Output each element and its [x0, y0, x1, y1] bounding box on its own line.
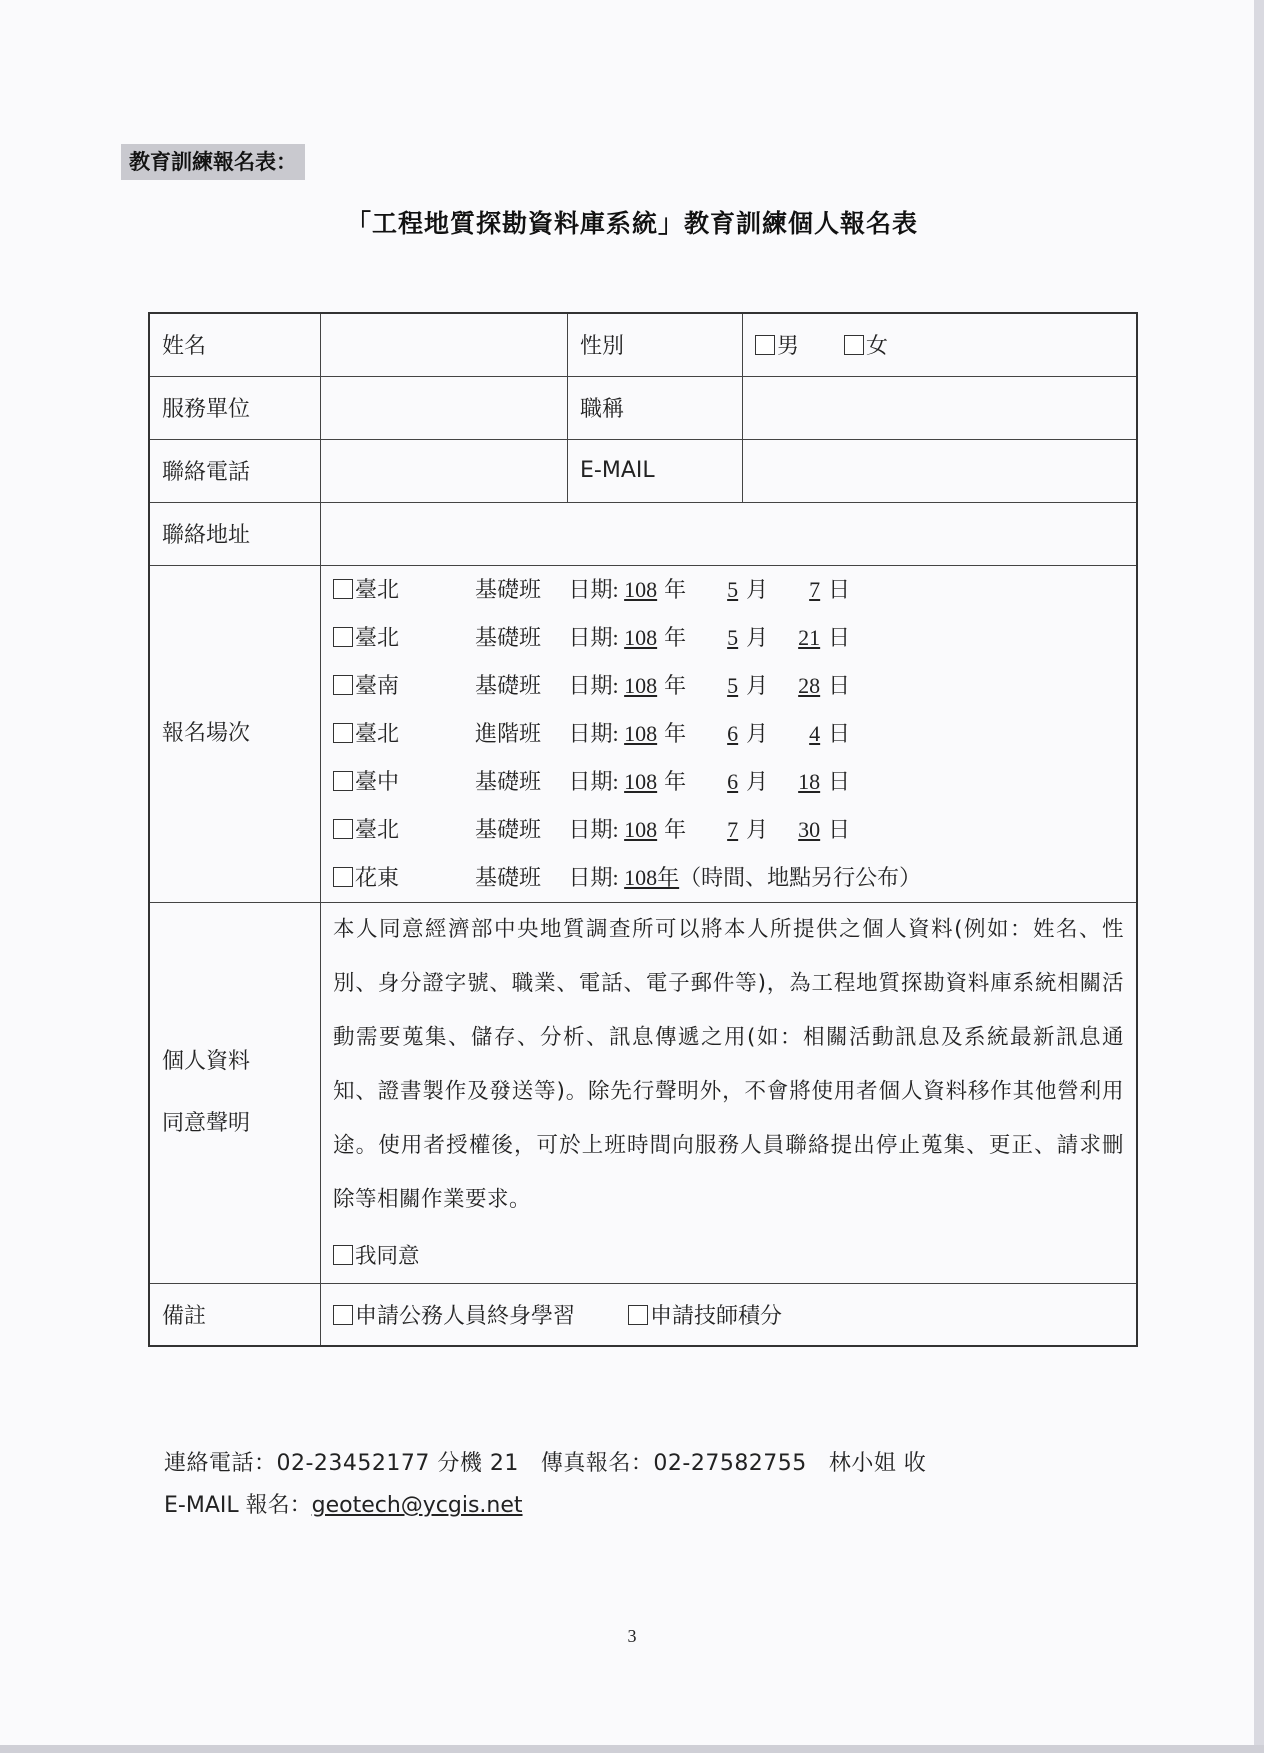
- form-title: 「工程地質探勘資料庫系統」教育訓練個人報名表: [345, 209, 918, 238]
- gender-male-option[interactable]: [755, 334, 799, 359]
- phone-field[interactable]: [321, 439, 568, 502]
- session-month: 7: [727, 816, 739, 842]
- session-day: 4: [809, 720, 821, 746]
- session-date-prefix: 日期:: [568, 768, 619, 794]
- session-year: 108: [624, 720, 658, 746]
- session-day: 18: [798, 768, 821, 794]
- session-year-unit: 年: [664, 720, 687, 746]
- footer-email-prefix: E-MAIL 報名：: [164, 1493, 312, 1518]
- consent-label-line2: 同意聲明: [162, 1110, 251, 1136]
- phone-email-row: [149, 439, 1137, 502]
- sessions-label: 報名場次: [149, 565, 321, 902]
- session-date-prefix: 日期:: [568, 720, 619, 746]
- consent-cell: [321, 902, 1138, 1283]
- session-day-unit: 日: [828, 624, 851, 650]
- session-month: 6: [727, 768, 739, 794]
- session-option[interactable]: [333, 758, 1124, 806]
- email-label: E-MAIL: [568, 439, 743, 502]
- unit-title-row: [149, 376, 1137, 439]
- session-class-type: 基礎班: [475, 577, 542, 603]
- session-checkbox[interactable]: [333, 867, 353, 887]
- session-month: 5: [727, 624, 739, 650]
- engineer-credit-option[interactable]: [628, 1304, 782, 1329]
- engineer-credit-checkbox[interactable]: [628, 1305, 648, 1325]
- session-date-prefix: 日期:: [568, 816, 619, 842]
- session-day: 7: [809, 576, 821, 602]
- session-city: 花東: [355, 865, 400, 891]
- session-city: 臺北: [355, 577, 400, 603]
- page-bottom-edge: [0, 1745, 1264, 1753]
- session-option[interactable]: [333, 662, 1124, 710]
- male-checkbox[interactable]: [755, 335, 775, 355]
- address-label: 聯絡地址: [149, 502, 321, 565]
- footer-email-link[interactable]: geotech@ycgis.net: [311, 1493, 523, 1518]
- session-city: 臺北: [355, 625, 400, 651]
- agree-label: 我同意: [355, 1243, 420, 1269]
- session-year-unit: 年: [664, 576, 687, 602]
- registration-form-table: [148, 312, 1138, 1347]
- consent-label: [149, 902, 321, 1283]
- footer-email-line: [164, 1488, 523, 1519]
- session-year: 108: [624, 576, 658, 602]
- civil-learning-checkbox[interactable]: [333, 1305, 353, 1325]
- session-month-unit: 月: [746, 720, 769, 746]
- gender-options: [743, 313, 1138, 376]
- name-gender-row: [149, 313, 1137, 376]
- session-month: 5: [727, 576, 739, 602]
- session-option[interactable]: [333, 710, 1124, 758]
- session-day-unit: 日: [828, 672, 851, 698]
- name-field[interactable]: [321, 313, 568, 376]
- session-date-prefix: 日期:: [568, 624, 619, 650]
- session-class-type: 基礎班: [475, 865, 542, 891]
- unit-label: 服務單位: [149, 376, 321, 439]
- consent-text: 本人同意經濟部中央地質調查所可以將本人所提供之個人資料(例如：姓名、性別、身分證字號、職業、電話、電子郵件等)，為工程地質探勘資料庫系統相關活動需要蒐集、儲存、分析、訊息傳遞之用(如：相關活動訊息及系統最新訊息通知、證書製作及發送等)。除先行聲明外，不會將使用者個人資料移作其他營利用途。使用者授權後，可於上班時間向服務人員聯絡提出停止蒐集、更正、請求刪除等相關作業要求。: [333, 916, 1124, 1212]
- page-edge: [1254, 0, 1264, 1753]
- session-month-unit: 月: [746, 768, 769, 794]
- session-day-unit: 日: [828, 720, 851, 746]
- session-year-unit: 年: [664, 624, 687, 650]
- gender-female-option[interactable]: [844, 334, 888, 359]
- session-checkbox[interactable]: [333, 819, 353, 839]
- session-month-unit: 月: [746, 576, 769, 602]
- session-city: 臺北: [355, 817, 400, 843]
- section-header-tag: 教育訓練報名表：: [121, 144, 305, 180]
- session-year: 108: [624, 624, 658, 650]
- session-day: 21: [798, 624, 821, 650]
- address-row: [149, 502, 1137, 565]
- session-year-unit: 年: [664, 768, 687, 794]
- session-year-unit: 年: [664, 672, 687, 698]
- phone-label: 聯絡電話: [149, 439, 321, 502]
- civil-learning-option[interactable]: [333, 1304, 575, 1329]
- session-month: 6: [727, 720, 739, 746]
- consent-label-line1: 個人資料: [162, 1048, 251, 1074]
- consent-row: [149, 902, 1137, 1283]
- session-checkbox[interactable]: [333, 771, 353, 791]
- female-label: 女: [866, 334, 889, 360]
- session-class-type: 基礎班: [475, 817, 542, 843]
- session-date-prefix: 日期:: [568, 576, 619, 602]
- agree-checkbox[interactable]: [333, 1245, 353, 1265]
- male-label: 男: [777, 334, 800, 360]
- session-option[interactable]: [333, 614, 1124, 662]
- page-number: 3: [627, 1626, 637, 1646]
- session-class-type: 進階班: [475, 721, 542, 747]
- session-option-huadong[interactable]: [333, 854, 1124, 902]
- civil-learning-label: 申請公務人員終身學習: [355, 1303, 576, 1329]
- session-option[interactable]: [333, 806, 1124, 854]
- session-year: 108: [624, 672, 658, 698]
- session-month-unit: 月: [746, 816, 769, 842]
- footer-phone: 連絡電話：02-23452177 分機 21: [164, 1451, 519, 1476]
- session-class-type: 基礎班: [475, 769, 542, 795]
- job-title-label: 職稱: [568, 376, 743, 439]
- footer-contact-person: 林小姐 收: [828, 1451, 927, 1476]
- session-day-unit: 日: [828, 816, 851, 842]
- session-note: （時間、地點另行公布）: [679, 864, 922, 890]
- session-year-unit: 年: [664, 816, 687, 842]
- session-class-type: 基礎班: [475, 673, 542, 699]
- footer-contact-line: [164, 1446, 926, 1477]
- job-title-field[interactable]: [743, 376, 1138, 439]
- session-year: 108: [624, 768, 658, 794]
- session-month: 5: [727, 672, 739, 698]
- session-checkbox[interactable]: [333, 723, 353, 743]
- session-day: 30: [798, 816, 821, 842]
- sessions-list: [321, 565, 1138, 902]
- session-checkbox[interactable]: [333, 627, 353, 647]
- session-day-unit: 日: [828, 576, 851, 602]
- session-class-type: 基礎班: [475, 625, 542, 651]
- footer-fax: 傳真報名：02-27582755: [540, 1451, 807, 1476]
- email-field[interactable]: [743, 439, 1138, 502]
- session-day: 28: [798, 672, 821, 698]
- female-checkbox[interactable]: [844, 335, 864, 355]
- session-day-unit: 日: [828, 768, 851, 794]
- agree-option[interactable]: [333, 1231, 1124, 1283]
- session-city: 臺北: [355, 721, 400, 747]
- session-year: 108年: [624, 864, 680, 890]
- session-checkbox[interactable]: [333, 675, 353, 695]
- notes-options: [321, 1283, 1138, 1346]
- session-year: 108: [624, 816, 658, 842]
- address-field[interactable]: [321, 502, 1138, 565]
- session-city: 臺南: [355, 673, 400, 699]
- unit-field[interactable]: [321, 376, 568, 439]
- name-label: 姓名: [149, 313, 321, 376]
- sessions-row: [149, 565, 1137, 902]
- notes-label: 備註: [149, 1283, 321, 1346]
- session-month-unit: 月: [746, 624, 769, 650]
- notes-row: [149, 1283, 1137, 1346]
- session-date-prefix: 日期:: [568, 864, 619, 890]
- session-month-unit: 月: [746, 672, 769, 698]
- session-date-prefix: 日期:: [568, 672, 619, 698]
- session-checkbox[interactable]: [333, 579, 353, 599]
- engineer-credit-label: 申請技師積分: [650, 1303, 783, 1329]
- gender-label: 性別: [568, 313, 743, 376]
- session-option[interactable]: [333, 566, 1124, 614]
- session-city: 臺中: [355, 769, 400, 795]
